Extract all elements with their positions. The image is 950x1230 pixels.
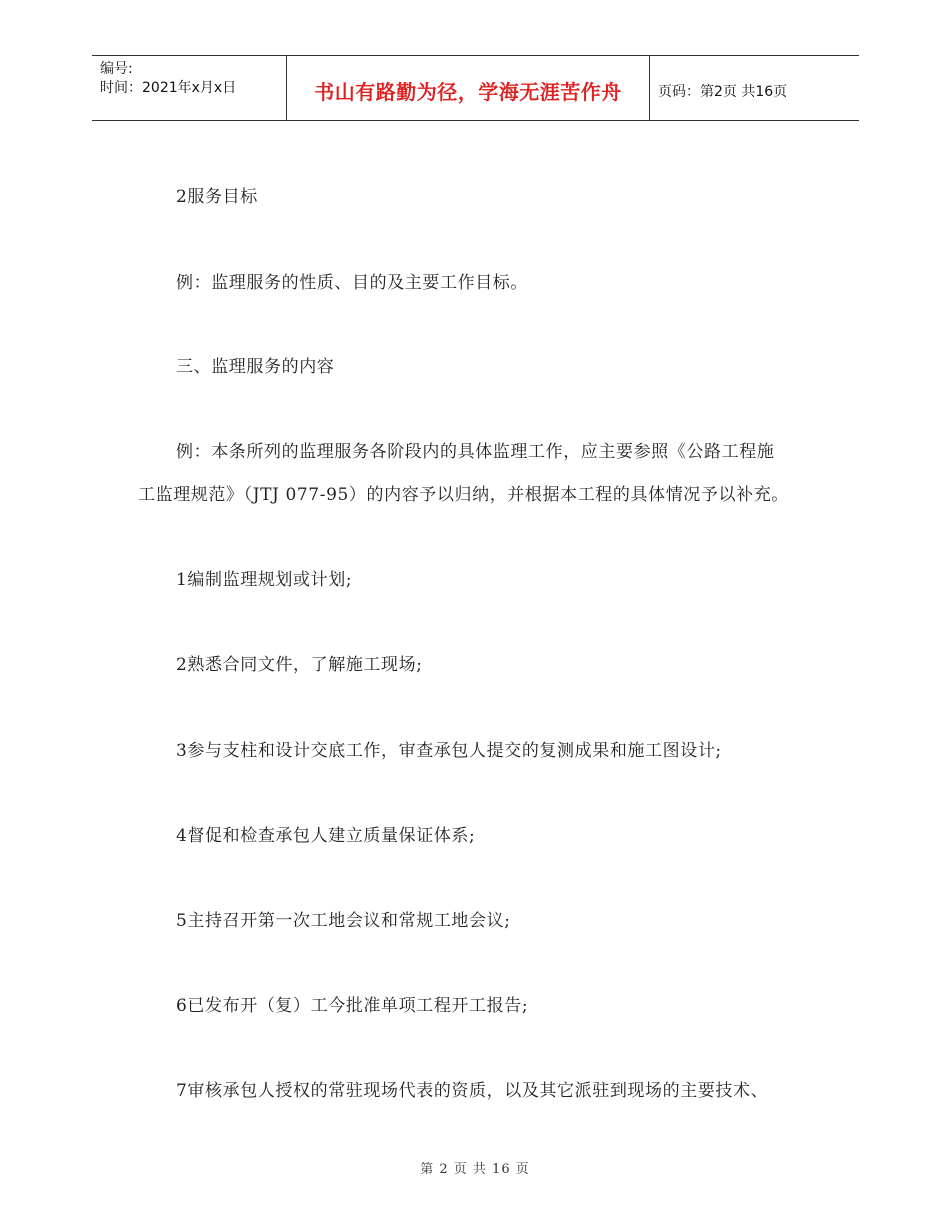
body-line: 5主持召开第一次工地会议和常规工地会议;: [176, 911, 511, 931]
header-divider-right: [649, 56, 650, 120]
body-line: 6已发布开（复）工今批准单项工程开工报告;: [176, 996, 529, 1016]
body-line: 工监理规范》（JTJ 077-95）的内容予以归纳，并根据本工程的具体情况予以补充。: [138, 485, 789, 505]
header-number-label: 编号:: [100, 61, 133, 77]
header-page-label: 页码：第2页 共16页: [658, 84, 788, 100]
header-meta: [100, 60, 236, 98]
body-line: 例：监理服务的性质、目的及主要工作目标。: [176, 273, 528, 293]
body-line: 1编制监理规划或计划;: [176, 570, 353, 590]
body-line: 4督促和检查承包人建立质量保证体系;: [176, 826, 476, 846]
page-header: [92, 55, 859, 121]
body-line: 2服务目标: [176, 187, 258, 207]
page-footer: 第 2 页 共 16 页: [420, 1162, 530, 1177]
header-motto: 书山有路勤为径，学海无涯苦作舟: [314, 80, 622, 104]
header-time-label: 时间：2021年x月x日: [100, 80, 237, 96]
body-line: 例：本条所列的监理服务各阶段内的具体监理工作，应主要参照《公路工程施: [176, 442, 775, 462]
body-line: 2熟悉合同文件，了解施工现场;: [176, 655, 423, 675]
body-line: 3参与支柱和设计交底工作，审查承包人提交的复测成果和施工图设计;: [176, 741, 722, 761]
body-line: 7审核承包人授权的常驻现场代表的资质，以及其它派驻到现场的主要技术、: [176, 1081, 769, 1101]
body-line: 三、监理服务的内容: [176, 357, 335, 377]
